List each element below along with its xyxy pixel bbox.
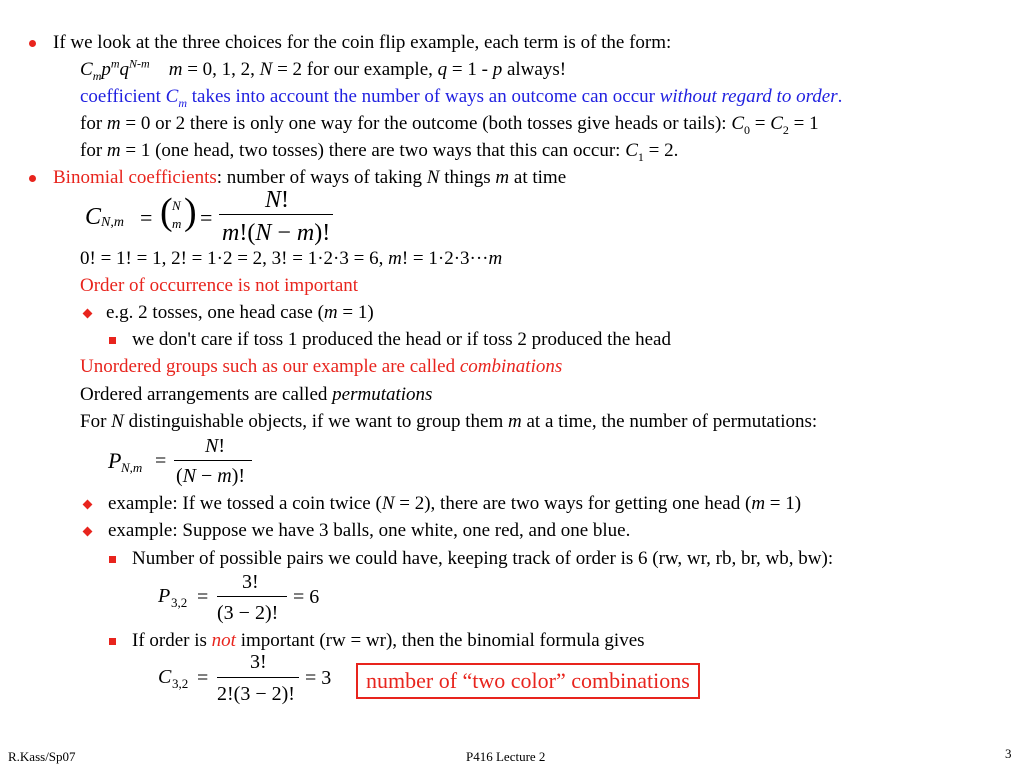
line-example-coin-twice: example: If we tossed a coin twice (N = 2), there are two ways for getting one head (m = 1) bbox=[108, 493, 802, 514]
line-possible-pairs: Number of possible pairs we could have, keeping track of order is 6 (rw, wr, rb, br, wb, bw): bbox=[132, 548, 834, 569]
text-coefficient-desc: takes into account the number of ways an outcome can occur bbox=[191, 86, 655, 107]
text-distinguishable: distinguishable objects, if we want to group them bbox=[128, 411, 504, 432]
line-for-n-objects: For N distinguishable objects, if we want to group them m at a time, the number of permutations: bbox=[80, 411, 818, 432]
text-always: always! bbox=[506, 59, 567, 80]
line-term-form: $C_mp^mq^{N-m}$ m = 0, 1, 2, N = 2 for our example, q = 1 - p always! bbox=[80, 56, 567, 83]
bullet-square bbox=[109, 337, 116, 344]
bullet-diamond bbox=[83, 309, 93, 319]
footer-page-number: 3 bbox=[1005, 746, 1012, 761]
line-m-one: for m = 1 (one head, two tosses) there are two ways that this can occur: $C_1 = 2$. bbox=[80, 140, 679, 164]
line-if-order-not-important bbox=[132, 631, 645, 650]
text-two-ways: = 1 (one head, two tosses) there are two ways that this can occur: bbox=[125, 140, 621, 161]
text-equals-one: = 1 bbox=[793, 113, 819, 134]
bullet-diamond bbox=[83, 500, 93, 510]
line-dont-care: we don't care if toss 1 produced the head or if toss 2 produced the head bbox=[132, 329, 671, 350]
text-ways-of-taking: : number of ways of taking bbox=[216, 167, 423, 188]
bullet-dot bbox=[29, 175, 36, 182]
text-m-equals-one: = 1) bbox=[769, 493, 802, 514]
text-n-equals: = 2 for our example, bbox=[277, 59, 433, 80]
text-for: for bbox=[80, 113, 103, 134]
text-permutations: permutations bbox=[332, 384, 433, 405]
text-factorials: 0! = 1! = 1, 2! = 1·2 = 2, 3! = 1·2·3 = 6, bbox=[80, 248, 384, 269]
text-coefficient: coefficient bbox=[80, 86, 161, 107]
text-if-order-is: If order is bbox=[132, 630, 207, 651]
text-unordered-groups: Unordered groups such as our example are called bbox=[80, 356, 456, 377]
text-m-values: = 0, 1, 2, bbox=[187, 59, 255, 80]
bullet-diamond bbox=[83, 527, 93, 537]
text-for: For bbox=[80, 411, 107, 432]
bullet-dot bbox=[29, 40, 36, 47]
text-one-way: = 0 or 2 there is only one way for the outcome (both tosses give heads or tails): bbox=[125, 113, 727, 134]
line-coefficient: coefficient $C_m$ takes into account the number of ways an outcome can occur without regard to order. bbox=[80, 86, 843, 110]
text-at-time: at time bbox=[513, 167, 567, 188]
text-two-ways-one-head: = 2), there are two ways for getting one head ( bbox=[399, 493, 752, 514]
boxed-note-two-color-combinations: number of “two color” combinations bbox=[356, 663, 700, 699]
text-for: for bbox=[80, 140, 103, 161]
line-coin-flip-intro: If we look at the three choices for the coin flip example, each term is of the form: bbox=[53, 32, 672, 53]
line-example-balls: example: Suppose we have 3 balls, one white, one red, and one blue. bbox=[108, 520, 631, 541]
line-order-not-important: Order of occurrence is not important bbox=[80, 275, 359, 296]
line-binomial-coefficients: Binomial coefficients: number of ways of taking N things m at time bbox=[53, 167, 567, 188]
footer-author: R.Kass/Sp07 bbox=[8, 749, 76, 764]
heading-binomial-coefficients: Binomial coefficients bbox=[53, 167, 217, 188]
text-m-equals-one: = 1) bbox=[342, 302, 374, 323]
text-ordered-arrangements: Ordered arrangements are called bbox=[80, 384, 328, 405]
bullet-square bbox=[109, 556, 116, 563]
text-without-regard: without regard to order bbox=[659, 86, 838, 107]
line-ordered-arrangements bbox=[80, 385, 432, 404]
text-equals-two: = 2. bbox=[648, 140, 679, 161]
text-not: not bbox=[211, 630, 236, 651]
text-combinations: combinations bbox=[459, 356, 563, 377]
text-number-of-permutations: at a time, the number of permutations: bbox=[526, 411, 818, 432]
line-m-zero-two: for m = 0 or 2 there is only one way for the outcome (both tosses give heads or tails): $C_0 = C_2 = 1$ bbox=[80, 113, 819, 137]
text-example-coin: example: If we tossed a coin twice ( bbox=[108, 493, 382, 514]
text-things: things bbox=[444, 167, 491, 188]
text-q-equals: = 1 - bbox=[451, 59, 488, 80]
text-m-factorial: ! = 1·2·3··· bbox=[401, 248, 489, 269]
text-binomial-formula-gives: important (rw = wr), then the binomial formula gives bbox=[240, 630, 645, 651]
line-factorials: 0! = 1! = 1, 2! = 1·2 = 2, 3! = 1·2·3 = 6, m! = 1·2·3···m bbox=[80, 248, 503, 269]
line-two-tosses: e.g. 2 tosses, one head case (m = 1) bbox=[106, 302, 374, 323]
footer-lecture: P416 Lecture 2 bbox=[466, 749, 546, 764]
line-unordered-groups bbox=[80, 357, 562, 376]
text-eg-two-tosses: e.g. 2 tosses, one head case ( bbox=[106, 302, 324, 323]
bullet-square bbox=[109, 638, 116, 645]
